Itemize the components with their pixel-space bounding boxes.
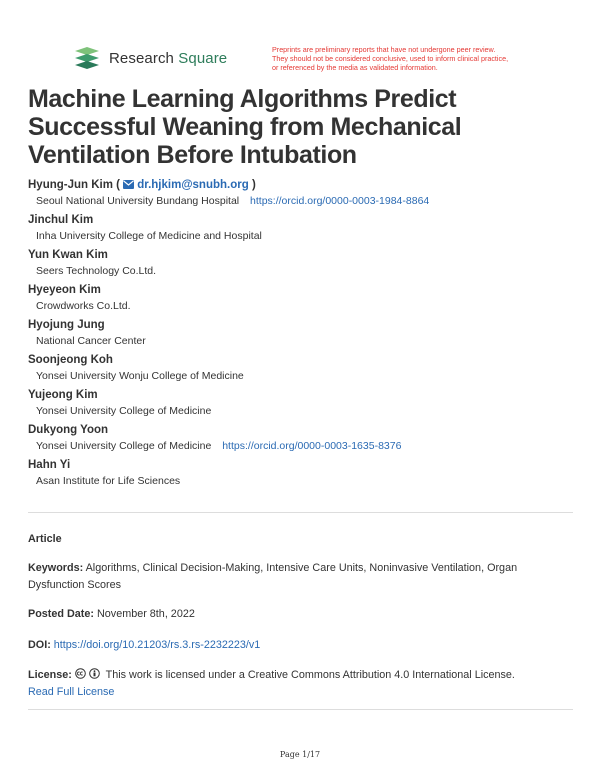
author-affiliation: Inha University College of Medicine and Hospital xyxy=(36,230,262,242)
paper-title: Machine Learning Algorithms Predict Successful Weaning from Mechanical Ventilation Before Intubation xyxy=(28,85,462,169)
license-label: License: xyxy=(28,669,72,681)
author-name: Jinchul Kim xyxy=(28,214,94,226)
author-affiliation: Asan Institute for Life Sciences xyxy=(36,475,181,487)
disclaimer-line: Preprints are preliminary reports that have not undergone peer review. xyxy=(272,45,496,54)
creative-commons-icon xyxy=(75,668,86,679)
author-entry xyxy=(28,213,578,245)
research-square-logo[interactable] xyxy=(73,47,227,69)
posted-date-value: November 8th, 2022 xyxy=(97,608,195,620)
doi-link[interactable]: https://doi.org/10.21203/rs.3.rs-2232223/v1 xyxy=(53,639,261,651)
author-entry xyxy=(28,283,578,315)
logo-word-research: Research xyxy=(109,49,174,67)
author-affiliation: Crowdworks Co.Ltd. xyxy=(36,300,131,312)
doi xyxy=(28,637,573,654)
section-divider xyxy=(28,709,573,710)
author-entry xyxy=(28,178,578,210)
orcid-link[interactable]: https://orcid.org/0000-0003-1984-8864 xyxy=(250,195,430,207)
author-affiliation: National Cancer Center xyxy=(36,335,146,347)
author-name: Dukyong Yoon xyxy=(28,424,109,436)
disclaimer-line: They should not be considered conclusive, used to inform clinical practice, xyxy=(272,54,509,63)
keywords-label: Keywords: xyxy=(28,562,84,574)
posted-date xyxy=(28,606,573,623)
research-square-logo-icon xyxy=(73,47,103,69)
author-name: Hahn Yi xyxy=(28,459,71,471)
license-text: This work is licensed under a Creative Commons Attribution 4.0 International License. xyxy=(105,669,515,681)
author-affiliation: Yonsei University College of Medicine xyxy=(36,405,212,417)
author-name: Hyojung Jung xyxy=(28,319,105,331)
author-list xyxy=(28,178,578,493)
attribution-icon xyxy=(89,668,100,679)
keywords xyxy=(28,560,573,594)
envelope-icon xyxy=(123,180,134,189)
logo-text xyxy=(109,50,227,67)
author-name: Yun Kwan Kim xyxy=(28,249,108,261)
preprint-disclaimer xyxy=(272,45,572,72)
author-entry xyxy=(28,248,578,280)
author-name: Hyeyeon Kim xyxy=(28,284,101,296)
author-entry xyxy=(28,423,578,455)
author-entry xyxy=(28,318,578,350)
section-divider xyxy=(28,512,573,513)
disclaimer-line: or referenced by the media as validated information. xyxy=(272,63,438,72)
logo-word-square: Square xyxy=(178,49,228,67)
author-name: Yujeong Kim xyxy=(28,389,98,401)
author-entry xyxy=(28,458,578,490)
author-affiliation: Yonsei University Wonju College of Medicine xyxy=(36,370,244,382)
author-affiliation: Seers Technology Co.Ltd. xyxy=(36,265,157,277)
license xyxy=(28,667,573,701)
doi-label: DOI: xyxy=(28,639,51,651)
page-number: Page 1/17 xyxy=(279,750,321,759)
author-name: Soonjeong Koh xyxy=(28,354,113,366)
posted-date-label: Posted Date: xyxy=(28,608,94,620)
article-type: Article xyxy=(28,533,62,545)
author-affiliation: Yonsei University College of Medicine https://orcid.org/0000-0003-1635-8376 xyxy=(36,440,402,452)
author-affiliation: Seoul National University Bundang Hospital https://orcid.org/0000-0003-1984-8864 xyxy=(36,195,430,207)
author-entry xyxy=(28,388,578,420)
read-full-license-link[interactable]: Read Full License xyxy=(28,686,115,698)
orcid-link[interactable]: https://orcid.org/0000-0003-1635-8376 xyxy=(222,440,402,452)
keywords-value: Algorithms, Clinical Decision-Making, Intensive Care Units, Noninvasive Ventilation, Organ Dysfunction Scores xyxy=(28,562,518,591)
author-name: Hyung-Jun Kim ( dr.hjkim@snubh.org ) xyxy=(28,179,256,191)
author-email-link[interactable]: dr.hjkim@snubh.org xyxy=(123,179,249,191)
author-entry xyxy=(28,353,578,385)
